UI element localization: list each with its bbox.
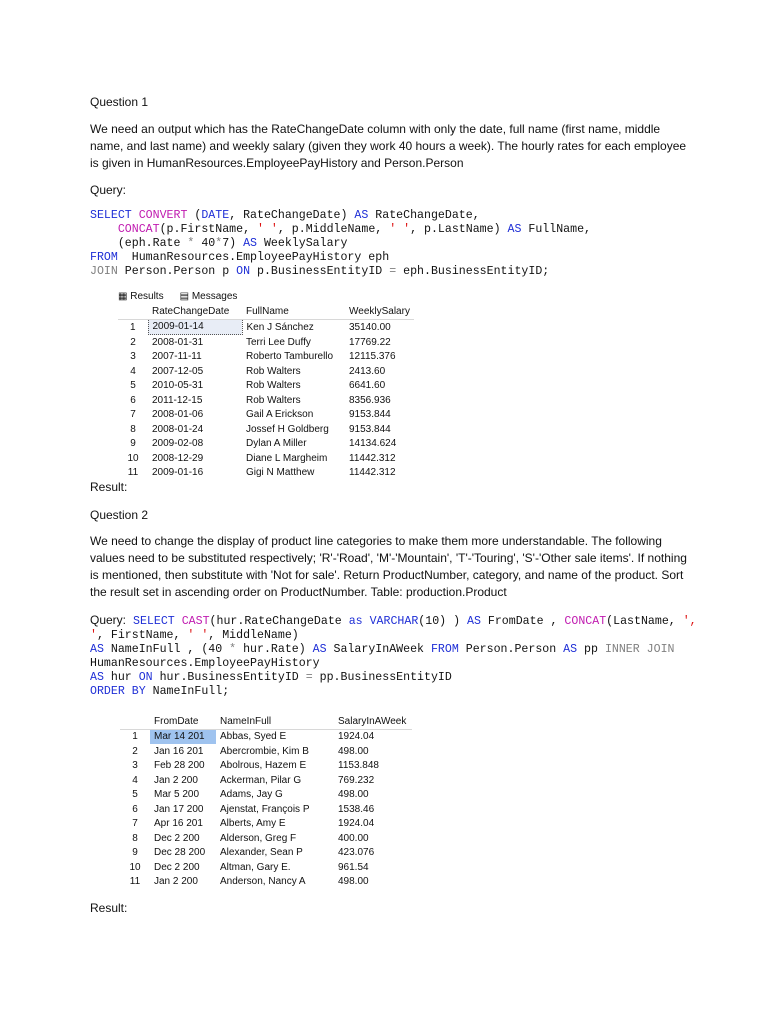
column-header[interactable]: SalaryInAWeek [334,714,412,729]
table-cell[interactable]: Mar 5 200 [154,789,200,801]
table-cell[interactable]: 498.00 [338,876,369,888]
table-cell[interactable]: Dec 2 200 [154,832,200,844]
table-cell[interactable]: 2008-12-29 [152,452,204,464]
table-row[interactable] [118,350,414,365]
table-row[interactable] [118,335,414,350]
table-row[interactable] [120,744,412,759]
table-row[interactable] [120,817,412,832]
row-number: 1 [132,731,138,743]
table-row[interactable] [120,860,412,875]
row-number: 4 [130,365,136,377]
q2-description: We need to change the display of product line categories to make them more understandable. The following values need to be substituted respectively; 'R'-'Road', 'M'-'Mountain', 'T'-'Touring', 'S'-'Other sale items'. If nothing is mentioned, then substitute with 'Not for sale'. Return ProductNumber, category, and name of the product. Sort the result set in ascending order on ProductNumber. Table: production.Product [90,534,687,599]
q1-result-label: Result: [90,480,128,494]
table-row[interactable] [118,422,414,437]
table-cell[interactable]: Rob Walters [246,365,301,377]
table-cell[interactable]: 1924.04 [338,818,375,830]
column-header[interactable]: NameInFull [216,714,334,729]
table-cell[interactable]: Apr 16 201 [154,818,203,830]
row-number: 8 [132,832,138,844]
table-cell[interactable]: Rob Walters [246,394,301,406]
table-row[interactable] [118,319,414,335]
q2-sql-code: Query: SELECT CAST(hur.RateChangeDate as VARCHAR(10) ) AS FromDate , CONCAT(LastName, ', ', FirstName, ' ', MiddleName) AS NameInFull , (40 * hur.Rate) AS SalaryInAWeek FROM Person.Person AS pp INNER JOIN HumanResources.EmployeePayHistory AS hur ON hur.BusinessEntityID = pp.BusinessEntityID ORDER BY NameInFull; [90,613,697,698]
q1-results-tabs [118,290,418,304]
table-row[interactable] [118,364,414,379]
table-cell[interactable]: 2413.60 [349,365,386,377]
table-cell[interactable]: 2011-12-15 [152,394,203,406]
row-number: 4 [132,774,138,786]
q1-query-label: Query: [90,183,127,197]
table-cell[interactable]: 400.00 [338,832,369,844]
table-row[interactable] [118,466,414,481]
table-cell[interactable]: 2009-01-14 [148,319,242,335]
table-cell[interactable]: 2008-01-31 [152,336,204,348]
table-cell[interactable]: 11442.312 [349,467,396,479]
column-header[interactable]: FromDate [150,714,216,729]
table-row[interactable] [120,773,412,788]
table-cell[interactable]: Feb 28 200 [154,760,205,772]
table-row[interactable] [120,759,412,774]
table-cell[interactable]: Dylan A Miller [246,438,307,450]
row-number: 5 [130,380,136,392]
q1-heading: Question 1 [90,95,149,109]
row-number: 6 [132,803,138,815]
table-row[interactable] [120,788,412,803]
q2-result-label: Result: [90,901,128,915]
table-row[interactable] [120,729,412,744]
row-number: 11 [127,467,139,479]
table-cell[interactable]: Jan 2 200 [154,876,198,888]
table-cell[interactable]: Abbas, Syed E [220,731,287,743]
table-cell[interactable]: Jan 17 200 [154,803,204,815]
table-row[interactable] [120,875,412,890]
row-number: 5 [132,789,138,801]
table-row[interactable] [118,451,414,466]
row-number: 6 [130,394,136,406]
table-cell[interactable]: 769.232 [338,774,375,786]
table-cell[interactable]: 2008-01-06 [152,409,204,421]
table-cell[interactable]: 2008-01-24 [152,423,204,435]
table-cell[interactable]: 2009-01-16 [152,467,204,479]
row-number: 7 [132,818,138,830]
table-row[interactable] [118,437,414,452]
table-cell[interactable]: 9153.844 [349,409,391,421]
table-cell[interactable]: 14134.624 [349,438,397,450]
table-cell[interactable]: 498.00 [338,789,369,801]
row-number: 3 [132,760,138,772]
table-cell[interactable]: 1924.04 [338,731,375,743]
row-number: 8 [130,423,136,435]
row-number: 11 [129,876,141,888]
q1-description: We need an output which has the RateChangeDate column with only the date, full name (first name, middle name, and last name) and weekly salary (given they work 40 hours a week). The hourly rates for each employee is given in HumanResources.EmployeePayHistory and Person.Person [90,122,687,170]
messages-tab[interactable]: ▤ Messages [179,291,238,302]
q2-results-table [120,714,412,889]
table-row[interactable] [120,846,412,861]
row-number: 3 [130,351,136,363]
q2-query-label: Query: [90,613,127,627]
table-cell[interactable]: Ken J Sánchez [246,321,314,333]
table-cell[interactable]: Gigi N Matthew [246,467,315,479]
table-cell[interactable]: Rob Walters [246,380,301,392]
table-cell[interactable]: Dec 28 200 [154,847,206,859]
table-cell[interactable]: Alderson, Greg F [220,832,297,844]
table-cell[interactable]: Alberts, Amy E [220,818,286,830]
column-header[interactable]: RateChangeDate [148,304,242,319]
q1-results-table [118,304,414,480]
table-cell[interactable]: Jan 2 200 [154,774,198,786]
q1-results-grid [118,290,418,488]
table-cell[interactable]: Abolrous, Hazem E [220,760,307,772]
table-cell[interactable]: 2010-05-31 [152,380,204,392]
table-cell[interactable]: 12115.376 [349,351,396,363]
table-cell[interactable]: Diane L Margheim [246,452,328,464]
column-header[interactable]: FullName [242,304,345,319]
table-cell[interactable]: 35140.00 [349,321,391,333]
results-tab[interactable]: ▦ Results [118,291,164,302]
row-number: 10 [129,861,141,873]
table-cell[interactable]: 961.54 [338,861,369,873]
table-cell[interactable]: Gail A Erickson [246,409,314,421]
table-cell[interactable]: 423.076 [338,847,375,859]
table-cell[interactable]: Anderson, Nancy A [220,876,306,888]
table-cell[interactable]: Altman, Gary E. [220,861,291,873]
row-number: 2 [130,336,136,348]
row-number: 9 [130,438,136,450]
row-number: 1 [129,321,136,333]
table-cell[interactable]: 2009-02-08 [152,438,204,450]
table-cell[interactable]: 17769.22 [349,336,391,348]
table-cell[interactable]: Dec 2 200 [154,861,200,873]
table-cell[interactable]: 1538.46 [338,803,375,815]
table-cell[interactable]: Roberto Tamburello [246,351,334,363]
table-cell[interactable]: Jossef H Goldberg [246,423,329,435]
table-cell[interactable]: 2007-12-05 [152,365,204,377]
q1-sql-code: SELECT CONVERT (DATE, RateChangeDate) AS RateChangeDate, CONCAT(p.FirstName, ' ', p.MiddleName, ' ', p.LastName) AS FullName, (eph.Rate * 40*7) AS WeeklySalary FROM HumanResources.EmployeePayHistory eph JOIN Person.Person p ON p.BusinessEntityID = eph.BusinessEntityID; [90,209,591,278]
table-cell[interactable]: Adams, Jay G [220,789,283,801]
q2-results-grid [120,714,425,912]
table-row[interactable] [120,802,412,817]
table-cell[interactable]: Jan 16 201 [154,745,204,757]
table-row[interactable] [118,408,414,423]
q2-heading: Question 2 [90,508,149,522]
table-row[interactable] [120,831,412,846]
table-cell[interactable]: 498.00 [338,745,369,757]
table-cell[interactable]: Ajenstat, François P [220,803,310,815]
table-cell[interactable]: 1153.848 [338,760,379,772]
row-number: 9 [132,847,138,859]
row-number: 10 [127,452,139,464]
table-cell[interactable]: Mar 14 201 [150,729,216,744]
table-cell[interactable]: 8356.936 [349,394,391,406]
table-cell[interactable]: 9153.844 [349,423,391,435]
row-number: 2 [132,745,138,757]
table-cell[interactable]: 11442.312 [349,452,396,464]
table-cell[interactable]: Ackerman, Pilar G [220,774,302,786]
table-row[interactable] [118,393,414,408]
table-cell[interactable]: Alexander, Sean P [220,847,303,859]
column-header[interactable]: WeeklySalary [345,304,414,319]
table-row[interactable] [118,379,414,394]
table-cell[interactable]: Abercrombie, Kim B [220,745,309,757]
table-cell[interactable]: 6641.60 [349,380,386,392]
row-number: 7 [130,409,136,421]
table-cell[interactable]: Terri Lee Duffy [246,336,311,348]
table-cell[interactable]: 2007-11-11 [152,351,202,363]
